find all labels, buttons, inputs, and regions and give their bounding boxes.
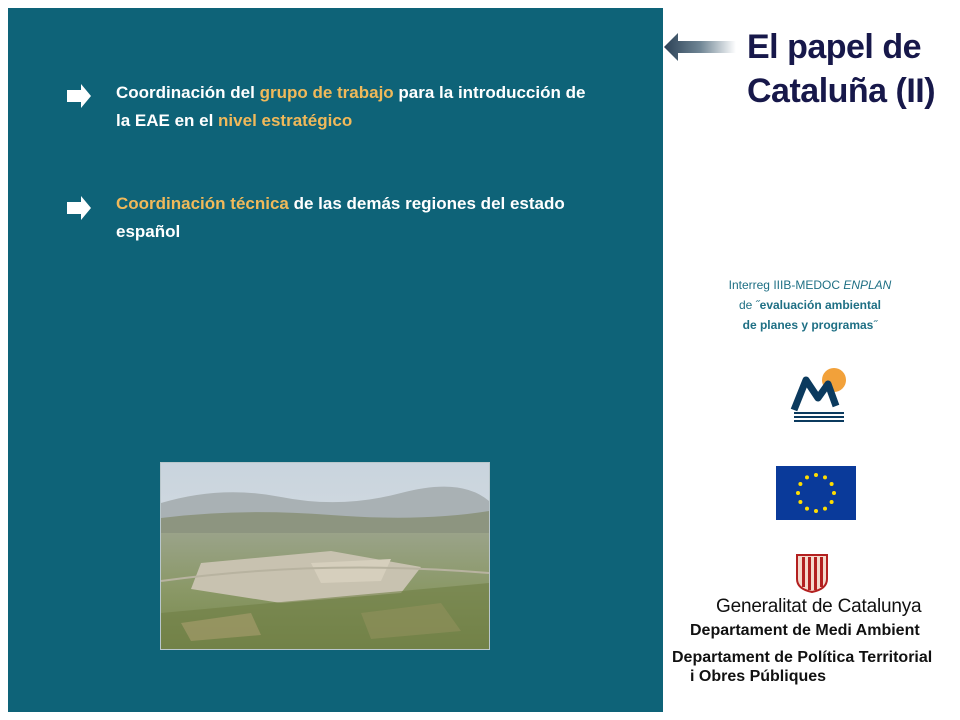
arrow-right-icon [64, 193, 94, 223]
program-info: Interreg IIIB-MEDOC ENPLAN de ˝evaluación ambiental de planes y programas˝ [728, 278, 892, 332]
dept-medi-ambient: Departament de Medi Ambient [690, 622, 920, 639]
aerial-landscape-photo [160, 462, 490, 650]
eu-flag [776, 466, 856, 520]
bullet-2-text: Coordinación técnica de las demás regiones del estado español [116, 194, 565, 241]
bullet-1-text: Coordinación del grupo de trabajo para la introducción de la EAE en el nivel estratégico [116, 83, 586, 130]
arrow-right-icon [64, 81, 94, 111]
generalitat-shield [795, 553, 829, 593]
highlight-coordinacion-tecnica: Coordinación técnica [116, 194, 289, 213]
generalitat-name: Generalitat de Catalunya [716, 596, 922, 617]
dept-politica-territorial: Departament de Política Territorial [672, 649, 933, 666]
medoc-logo [790, 364, 848, 426]
dept-obres-publiques: i Obres Públiques [690, 668, 827, 685]
page-title: El papel de Cataluña (II) [747, 28, 936, 110]
highlight-grupo-de-trabajo: grupo de trabajo [259, 83, 394, 102]
arrow-left-icon [664, 30, 736, 64]
highlight-nivel-estrategico: nivel estratégico [218, 111, 353, 130]
